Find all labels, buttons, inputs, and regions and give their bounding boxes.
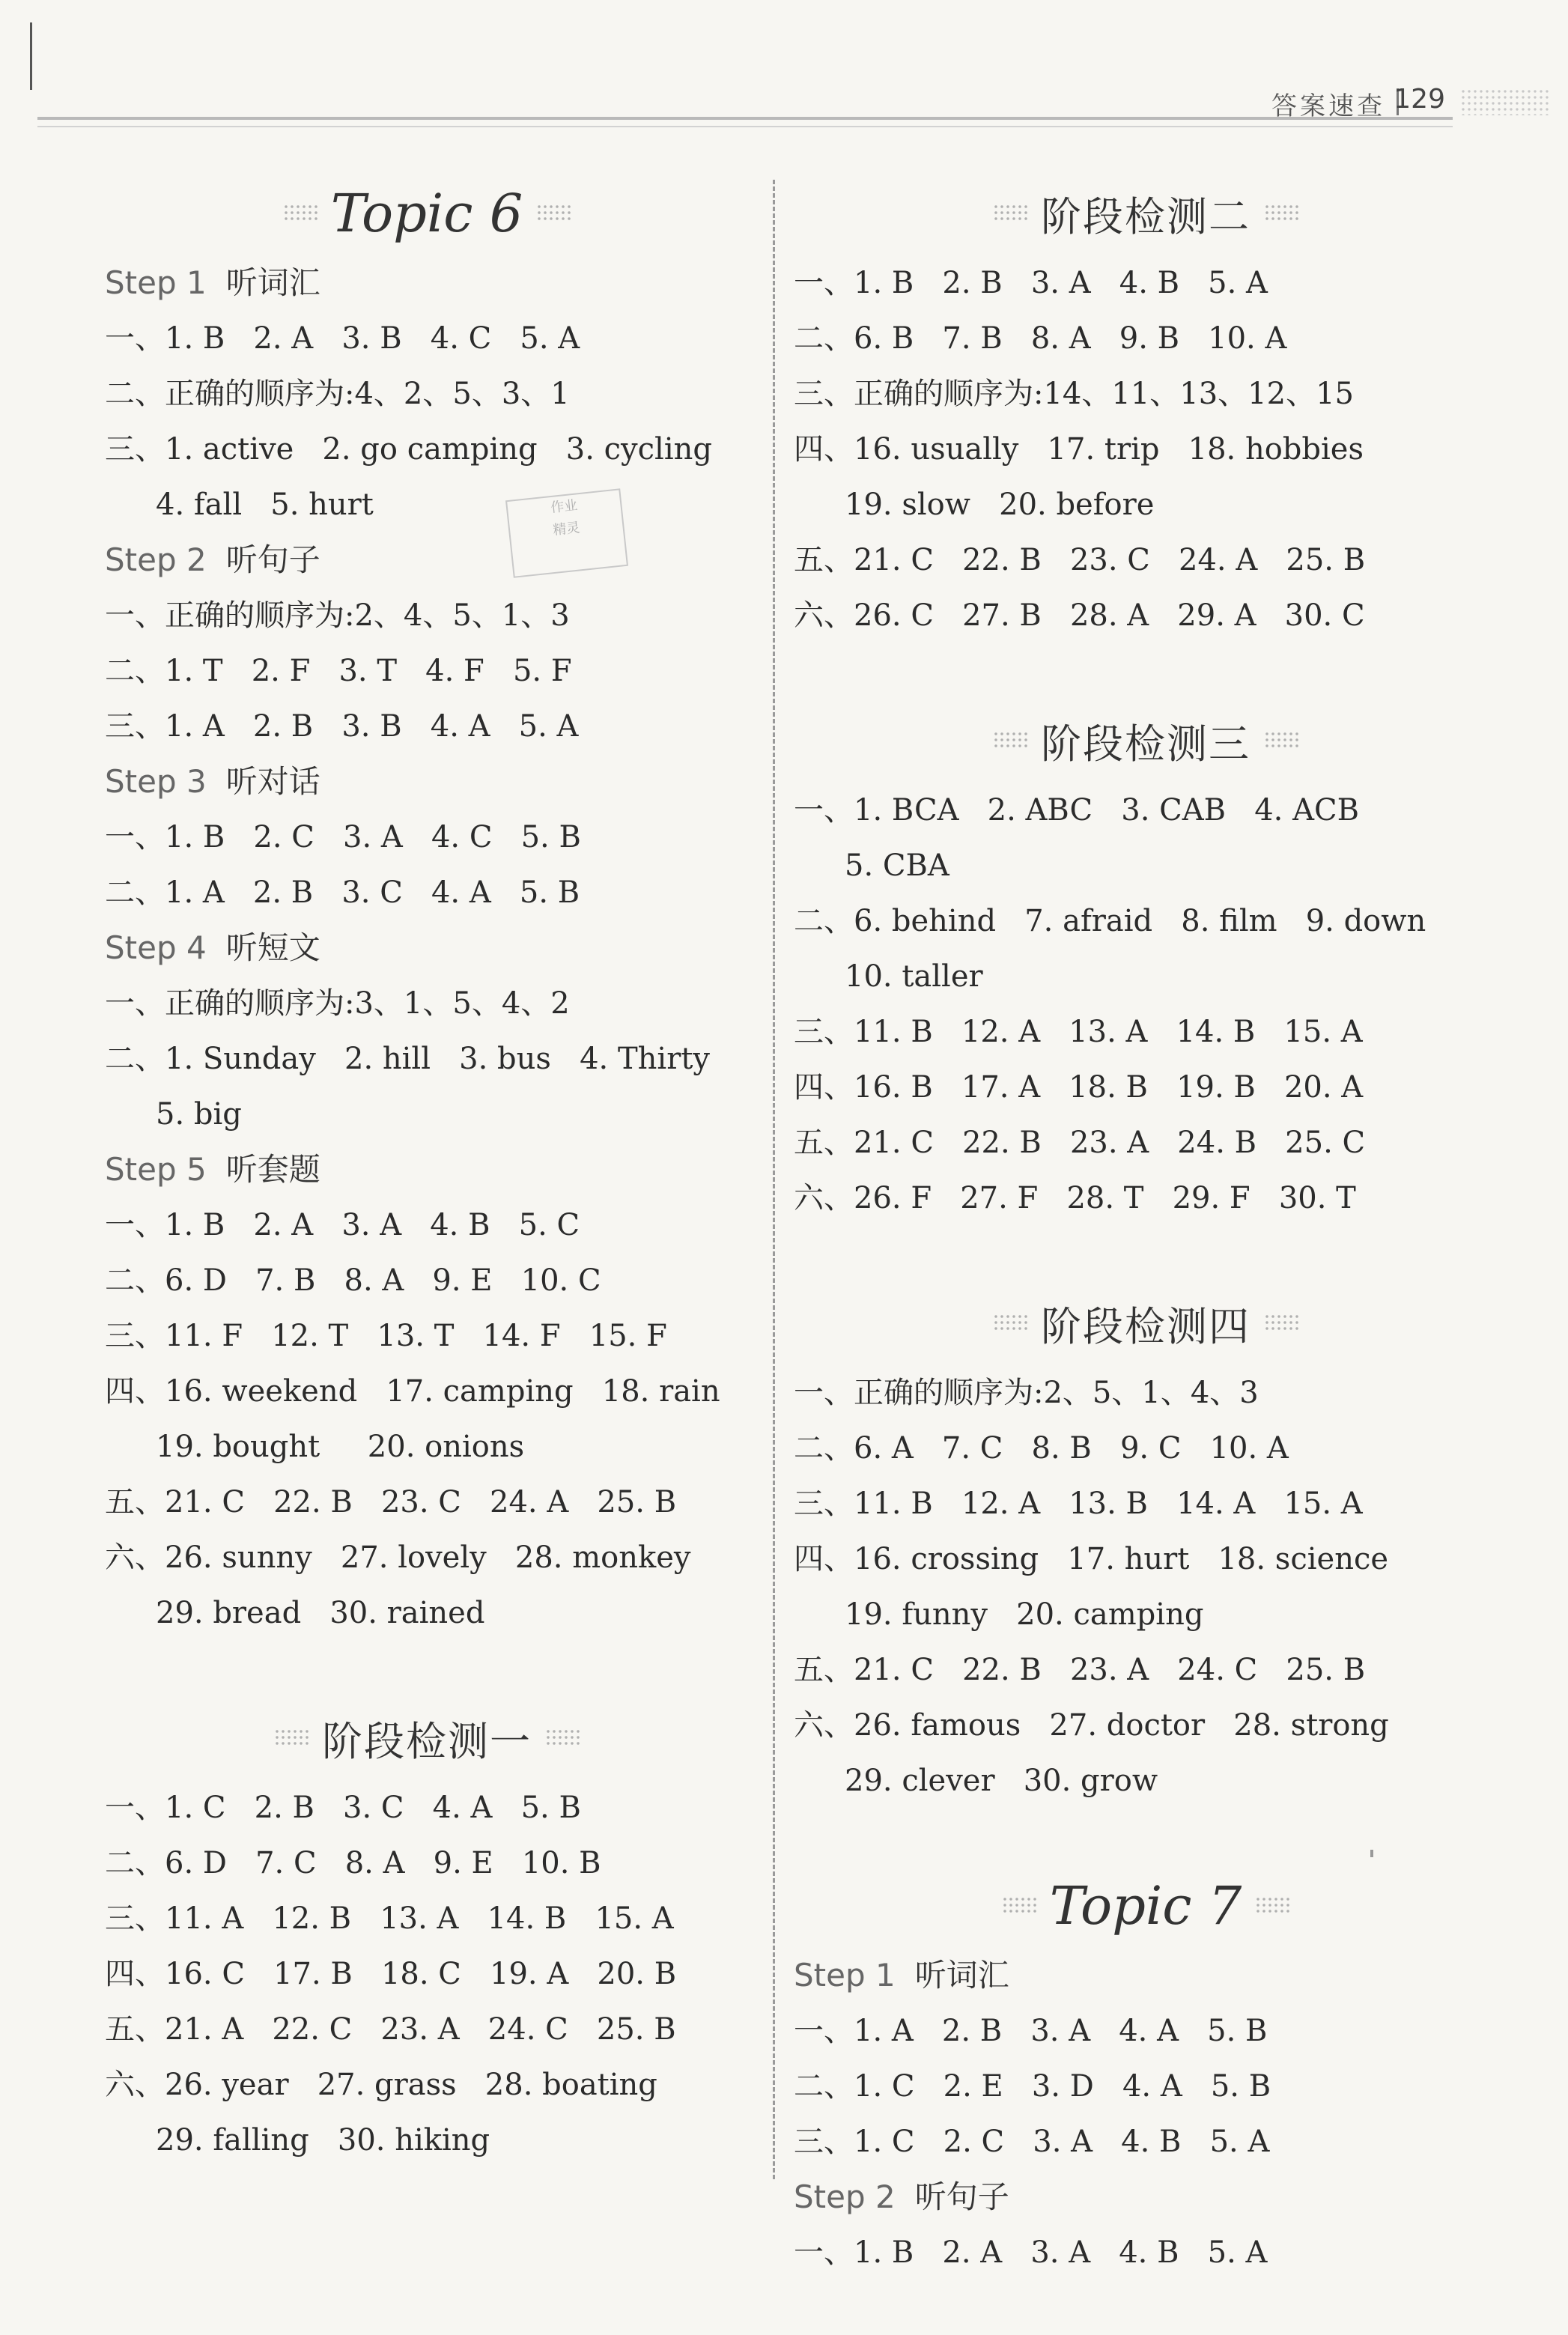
answer-line: 四、16. crossing 17. hurt 18. science <box>794 1542 1389 1576</box>
header-rule <box>37 117 1453 120</box>
answer-line: 四、16. weekend 17. camping 18. rain <box>105 1374 720 1409</box>
answer-line: 一、正确的顺序为:3、1、5、4、2 <box>105 986 570 1021</box>
page-edge-mark <box>30 22 32 90</box>
step-heading <box>105 532 749 588</box>
answer-line: 四、16. C 17. B 18. C 19. A 20. B <box>105 1957 677 1991</box>
test3-heading <box>794 703 1498 778</box>
answer-line: 三、11. B 12. A 13. A 14. B 15. A <box>794 1015 1363 1049</box>
answer-line: 一、1. B 2. C 3. A 4. C 5. B <box>105 820 581 854</box>
spacer <box>105 1641 749 1693</box>
spacer <box>794 643 1498 696</box>
dots-decoration-icon <box>1255 1896 1289 1916</box>
answer-line: 二、6. B 7. B 8. A 9. B 10. A <box>794 321 1287 356</box>
answer-line: 二、1. T 2. F 3. T 4. F 5. F <box>105 654 572 688</box>
answer-line: 二、6. D 7. C 8. A 9. E 10. B <box>105 1846 601 1880</box>
dots-decoration-icon <box>1002 1896 1036 1916</box>
spacer <box>794 1226 1498 1278</box>
step-heading <box>794 2169 1498 2225</box>
answer-line: 三、11. A 12. B 13. A 14. B 15. A <box>105 1901 674 1936</box>
step-label: 听对话 <box>225 763 320 800</box>
step-label: 听句子 <box>225 541 320 578</box>
answer-line: 5. CBA <box>845 848 949 883</box>
test3-title: 阶段检测三 <box>1041 720 1251 768</box>
column-divider <box>773 180 775 2179</box>
answer-line: 三、正确的顺序为:14、11、13、12、15 <box>794 377 1354 411</box>
answer-line: 一、1. B 2. A 3. A 4. B 5. C <box>105 1208 580 1242</box>
answer-line: 一、1. B 2. A 3. B 4. C 5. A <box>105 321 580 356</box>
answer-line: 三、1. active 2. go camping 3. cycling <box>105 432 713 467</box>
page-header <box>37 75 1558 135</box>
answer-line: 一、正确的顺序为:2、5、1、4、3 <box>794 1376 1259 1410</box>
topic6-steps <box>105 255 749 1641</box>
answer-line: 一、正确的顺序为:2、4、5、1、3 <box>105 598 570 633</box>
test2-answers <box>794 255 1498 643</box>
answer-line: 一、1. BCA 2. ABC 3. CAB 4. ACB <box>794 793 1359 828</box>
header-title: 答案速查 <box>1271 91 1385 121</box>
test3-answers <box>794 783 1498 1226</box>
answer-line: 六、26. F 27. F 28. T 29. F 30. T <box>794 1181 1356 1215</box>
dots-decoration-icon <box>545 1728 580 1748</box>
step-number: Step 3 <box>105 763 207 800</box>
step-heading <box>105 920 749 976</box>
answer-line: 4. fall 5. hurt <box>156 488 374 522</box>
answer-line: 五、21. C 22. B 23. A 24. B 25. C <box>794 1126 1366 1160</box>
test4-heading <box>794 1286 1498 1361</box>
answer-line: 二、正确的顺序为:4、2、5、3、1 <box>105 377 570 411</box>
step-heading <box>105 1142 749 1197</box>
answer-line: 29. clever 30. grow <box>845 1764 1158 1798</box>
topic6-title: Topic 6 <box>330 183 523 244</box>
answer-line: 二、1. A 2. B 3. C 4. A 5. B <box>105 875 580 910</box>
test1-heading <box>105 1701 749 1776</box>
step-heading <box>105 255 749 311</box>
answer-line: 五、21. A 22. C 23. A 24. C 25. B <box>105 2012 676 2047</box>
answer-line: 六、26. famous 27. doctor 28. strong <box>794 1708 1389 1743</box>
step-label: 听句子 <box>914 2178 1009 2215</box>
step-number: Step 1 <box>105 264 207 301</box>
answer-line: 三、11. F 12. T 13. T 14. F 15. F <box>105 1319 667 1353</box>
answer-line: 三、11. B 12. A 13. B 14. A 15. A <box>794 1487 1363 1521</box>
answer-line: 二、6. A 7. C 8. B 9. C 10. A <box>794 1431 1289 1466</box>
step-number: Step 2 <box>105 541 207 578</box>
answer-line: 19. slow 20. before <box>845 488 1155 522</box>
answer-line: 一、1. B 2. B 3. A 4. B 5. A <box>794 266 1268 300</box>
answer-line: 19. funny 20. camping <box>845 1597 1204 1632</box>
stamp-text: 作业 <box>550 497 579 517</box>
left-column <box>105 168 749 2168</box>
answer-line: 29. falling 30. hiking <box>156 2123 490 2158</box>
dots-decoration-icon <box>993 731 1027 750</box>
test2-heading <box>794 176 1498 251</box>
answer-line: 三、1. C 2. C 3. A 4. B 5. A <box>794 2125 1270 2159</box>
answer-line: 六、26. sunny 27. lovely 28. monkey <box>105 1540 691 1575</box>
answer-line: 一、1. A 2. B 3. A 4. A 5. B <box>794 2014 1268 2048</box>
answer-line: 六、26. C 27. B 28. A 29. A 30. C <box>794 598 1365 633</box>
stamp-text: 精灵 <box>552 520 581 538</box>
step-number: Step 1 <box>794 1957 896 1994</box>
dots-decoration-icon <box>274 1728 309 1748</box>
dots-decoration-icon <box>1264 731 1298 750</box>
step-label: 听套题 <box>225 1151 320 1188</box>
answer-line: 五、21. C 22. B 23. C 24. A 25. B <box>105 1485 677 1519</box>
answer-line: 四、16. usually 17. trip 18. hobbies <box>794 432 1364 467</box>
answer-line: 四、16. B 17. A 18. B 19. B 20. A <box>794 1070 1364 1105</box>
test4-title: 阶段检测四 <box>1041 1302 1251 1350</box>
topic7-heading <box>794 1868 1498 1943</box>
dots-decoration-icon <box>283 204 317 223</box>
answer-line: 29. bread 30. rained <box>156 1596 485 1630</box>
right-column <box>794 168 1498 2280</box>
answer-line: 二、1. Sunday 2. hill 3. bus 4. Thirty <box>105 1042 710 1076</box>
answer-line: 19. bought 20. onions <box>156 1430 525 1464</box>
step-heading <box>794 1948 1498 2003</box>
test4-answers <box>794 1365 1498 1809</box>
topic7-steps <box>794 1948 1498 2280</box>
step-number: Step 5 <box>105 1151 207 1188</box>
header-rule-thin <box>37 126 1453 127</box>
topic7-title: Topic 7 <box>1049 1875 1242 1937</box>
answer-line: 二、6. behind 7. afraid 8. film 9. down <box>794 904 1426 938</box>
answer-line: 三、1. A 2. B 3. B 4. A 5. A <box>105 709 579 744</box>
dots-decoration-icon <box>1264 1314 1298 1333</box>
test1-title: 阶段检测一 <box>322 1717 532 1765</box>
step-number: Step 4 <box>105 929 207 966</box>
step-label: 听短文 <box>225 929 320 966</box>
answer-line: 二、6. D 7. B 8. A 9. E 10. C <box>105 1263 601 1298</box>
answer-line: 五、21. C 22. B 23. A 24. C 25. B <box>794 1653 1366 1687</box>
test1-answers <box>105 1780 749 2168</box>
header-dot-pattern <box>1460 88 1550 115</box>
answer-line: 六、26. year 27. grass 28. boating <box>105 2068 657 2102</box>
answer-line: 二、1. C 2. E 3. D 4. A 5. B <box>794 2069 1271 2104</box>
answer-line: 10. taller <box>845 959 983 994</box>
spacer <box>794 1809 1498 1861</box>
step-label: 听词汇 <box>225 264 320 301</box>
page-number: 129 <box>1394 84 1445 115</box>
watermark-stamp <box>505 488 628 578</box>
step-label: 听词汇 <box>914 1957 1009 1994</box>
answer-line: 一、1. B 2. A 3. A 4. B 5. A <box>794 2235 1268 2270</box>
step-number: Step 2 <box>794 2178 896 2215</box>
step-heading <box>105 754 749 810</box>
dots-decoration-icon <box>1264 204 1298 223</box>
answer-line: 五、21. C 22. B 23. C 24. A 25. B <box>794 543 1366 577</box>
test2-title: 阶段检测二 <box>1041 192 1251 240</box>
stray-mark <box>1370 1850 1373 1857</box>
dots-decoration-icon <box>993 1314 1027 1333</box>
topic6-heading <box>105 176 749 251</box>
answer-line: 一、1. C 2. B 3. C 4. A 5. B <box>105 1791 581 1825</box>
dots-decoration-icon <box>536 204 571 223</box>
answer-line: 5. big <box>156 1097 242 1132</box>
dots-decoration-icon <box>993 204 1027 223</box>
